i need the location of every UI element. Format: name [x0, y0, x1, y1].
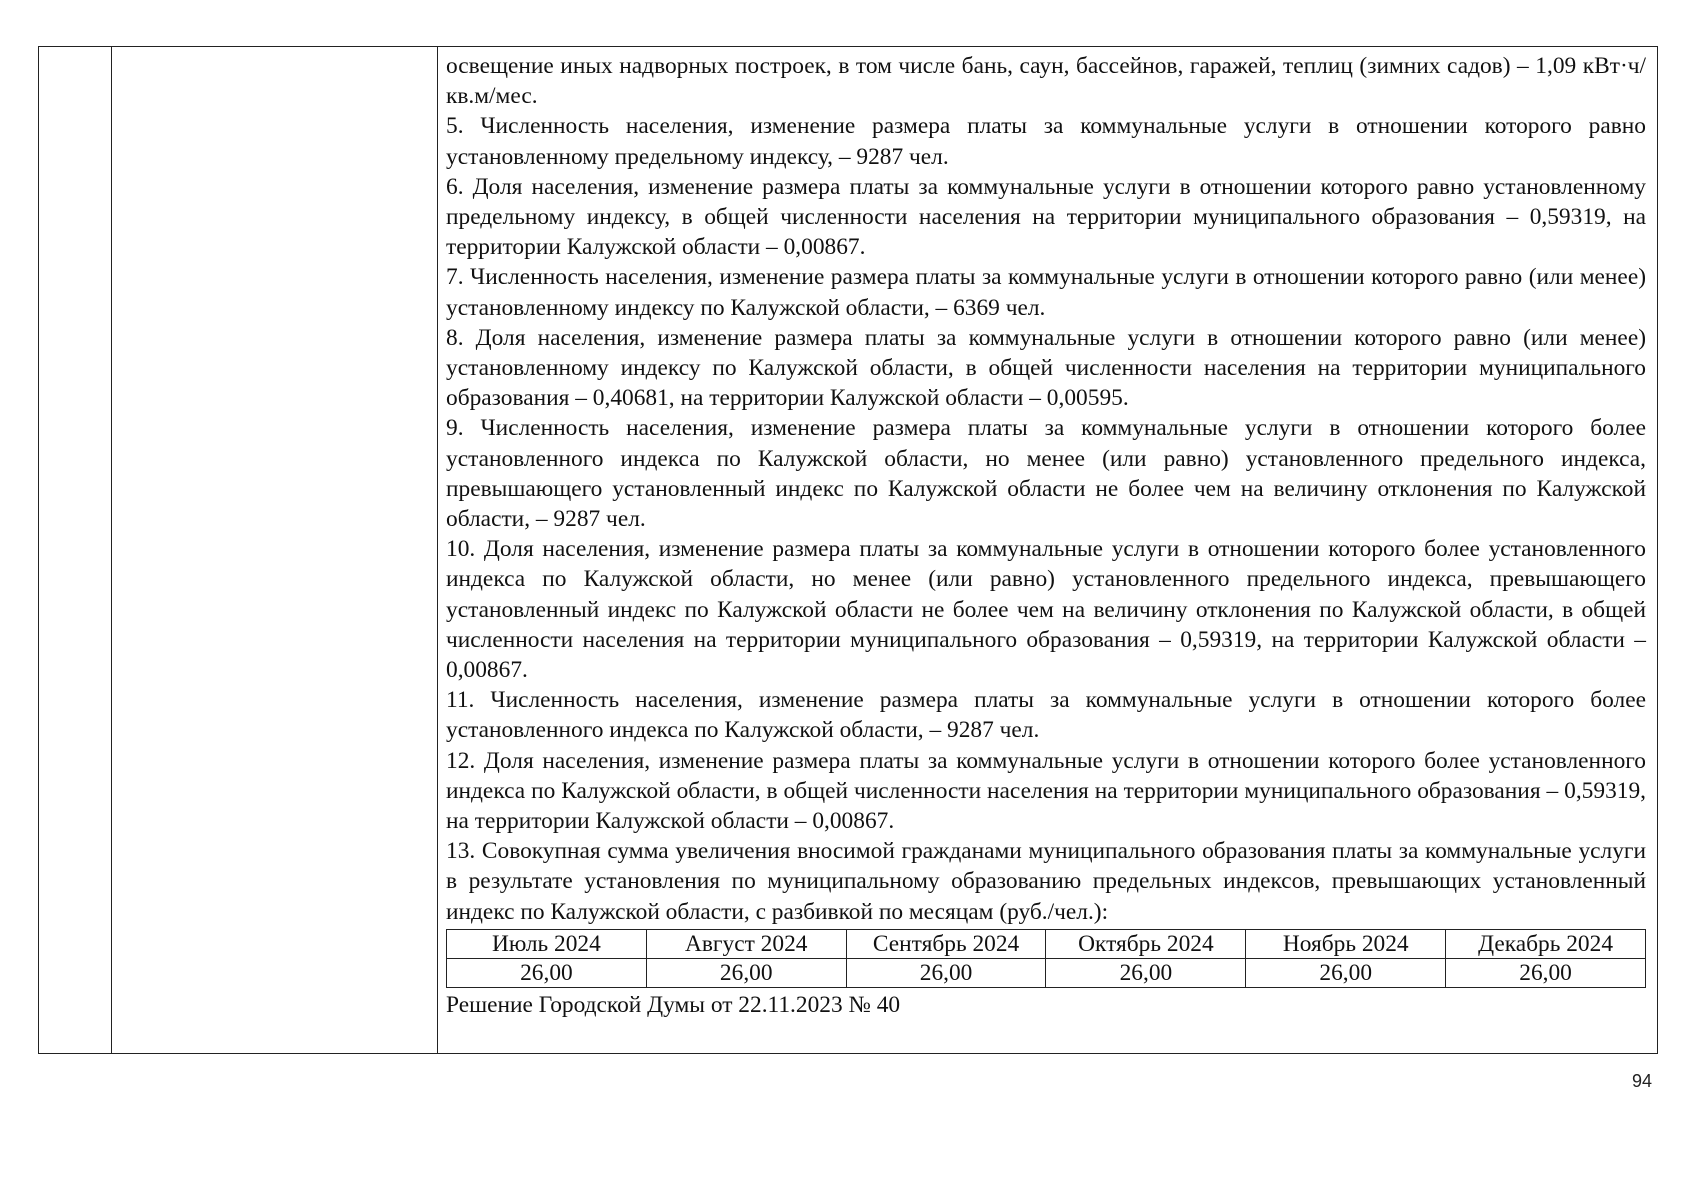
- month-value-cell: 26,00: [1446, 958, 1646, 987]
- column-divider-1: [111, 47, 112, 1053]
- paragraph-item-11: 11. Численность населения, изменение размера платы за коммунальные услуги в отношении которого более установленного индекса по Калужской области, – 9287 чел.: [446, 687, 1646, 744]
- months-values-row: [447, 958, 1646, 987]
- decision-reference: Решение Городской Думы от 22.11.2023 № 40: [446, 991, 901, 1018]
- month-header-cell: Август 2024: [646, 929, 846, 958]
- paragraph-lighting-norm: освещение иных надворных построек, в том числе бань, саун, бассейнов, гаражей, теплиц (зимних садов) – 1,09 кВт·ч/кв.м/мес.: [446, 53, 1646, 110]
- month-header-cell: Ноябрь 2024: [1246, 929, 1446, 958]
- paragraph-item-10: 10. Доля населения, изменение размера платы за коммунальные услуги в отношении которого более установленного индекса по Калужской области, но менее (или равно) установленного предельного индекса, превышающего установленный индекс по Калужской области не более чем на величину отклонения по Калужской области, в общей численности населения на территории муниципального образования – 0,59319, на территории Калужской области – 0,00867.: [446, 536, 1646, 684]
- paragraph-item-5: 5. Численность населения, изменение размера платы за коммунальные услуги в отношении которого равно установленному предельному индексу, – 9287 чел.: [446, 113, 1646, 170]
- months-header-row: [447, 929, 1646, 958]
- month-value-cell: 26,00: [846, 958, 1046, 987]
- month-value-cell: 26,00: [1046, 958, 1246, 987]
- monthly-amounts-table: [446, 929, 1646, 988]
- month-value-cell: 26,00: [646, 958, 846, 987]
- month-header-cell: Октябрь 2024: [1046, 929, 1246, 958]
- paragraph-item-9: 9. Численность населения, изменение размера платы за коммунальные услуги в отношении которого более установленного индекса по Калужской области, но менее (или равно) установленного предельного индекса, превышающего установленный индекс по Калужской области не более чем на величину отклонения по Калужской области, – 9287 чел.: [446, 415, 1646, 533]
- document-table: [38, 46, 1658, 1054]
- month-value-cell: 26,00: [1246, 958, 1446, 987]
- month-header-cell: Сентябрь 2024: [846, 929, 1046, 958]
- column-divider-2: [437, 47, 438, 1053]
- paragraph-item-12: 12. Доля населения, изменение размера платы за коммунальные услуги в отношении которого более установленного индекса по Калужской области, в общей численности населения на территории муниципального образования – 0,59319, на территории Калужской области – 0,00867.: [446, 747, 1646, 835]
- paragraph-item-13: 13. Совокупная сумма увеличения вносимой гражданами муниципального образования платы за коммунальные услуги в результате установления по муниципальному образованию предельных индексов, превышающих установленный индекс по Калужской области, с разбивкой по месяцам (руб./чел.):: [446, 838, 1646, 925]
- month-value-cell: 26,00: [447, 958, 647, 987]
- month-header-cell: Июль 2024: [447, 929, 647, 958]
- paragraph-item-6: 6. Доля населения, изменение размера платы за коммунальные услуги в отношении которого равно установленному предельному индексу, в общей численности населения на территории муниципального образования – 0,59319, на территории Калужской области – 0,00867.: [446, 173, 1646, 261]
- month-header-cell: Декабрь 2024: [1446, 929, 1646, 958]
- page-number: 94: [1632, 1071, 1653, 1091]
- content-cell: [446, 51, 1646, 1020]
- paragraph-item-8: 8. Доля населения, изменение размера платы за коммунальные услуги в отношении которого равно (или менее) установленному индексу по Калужской области, в общей численности населения на территории муниципального образования – 0,40681, на территории Калужской области – 0,00595.: [446, 324, 1646, 412]
- paragraph-item-7: 7. Численность населения, изменение размера платы за коммунальные услуги в отношении которого равно (или менее) установленному индексу по Калужской области, – 6369 чел.: [446, 264, 1646, 321]
